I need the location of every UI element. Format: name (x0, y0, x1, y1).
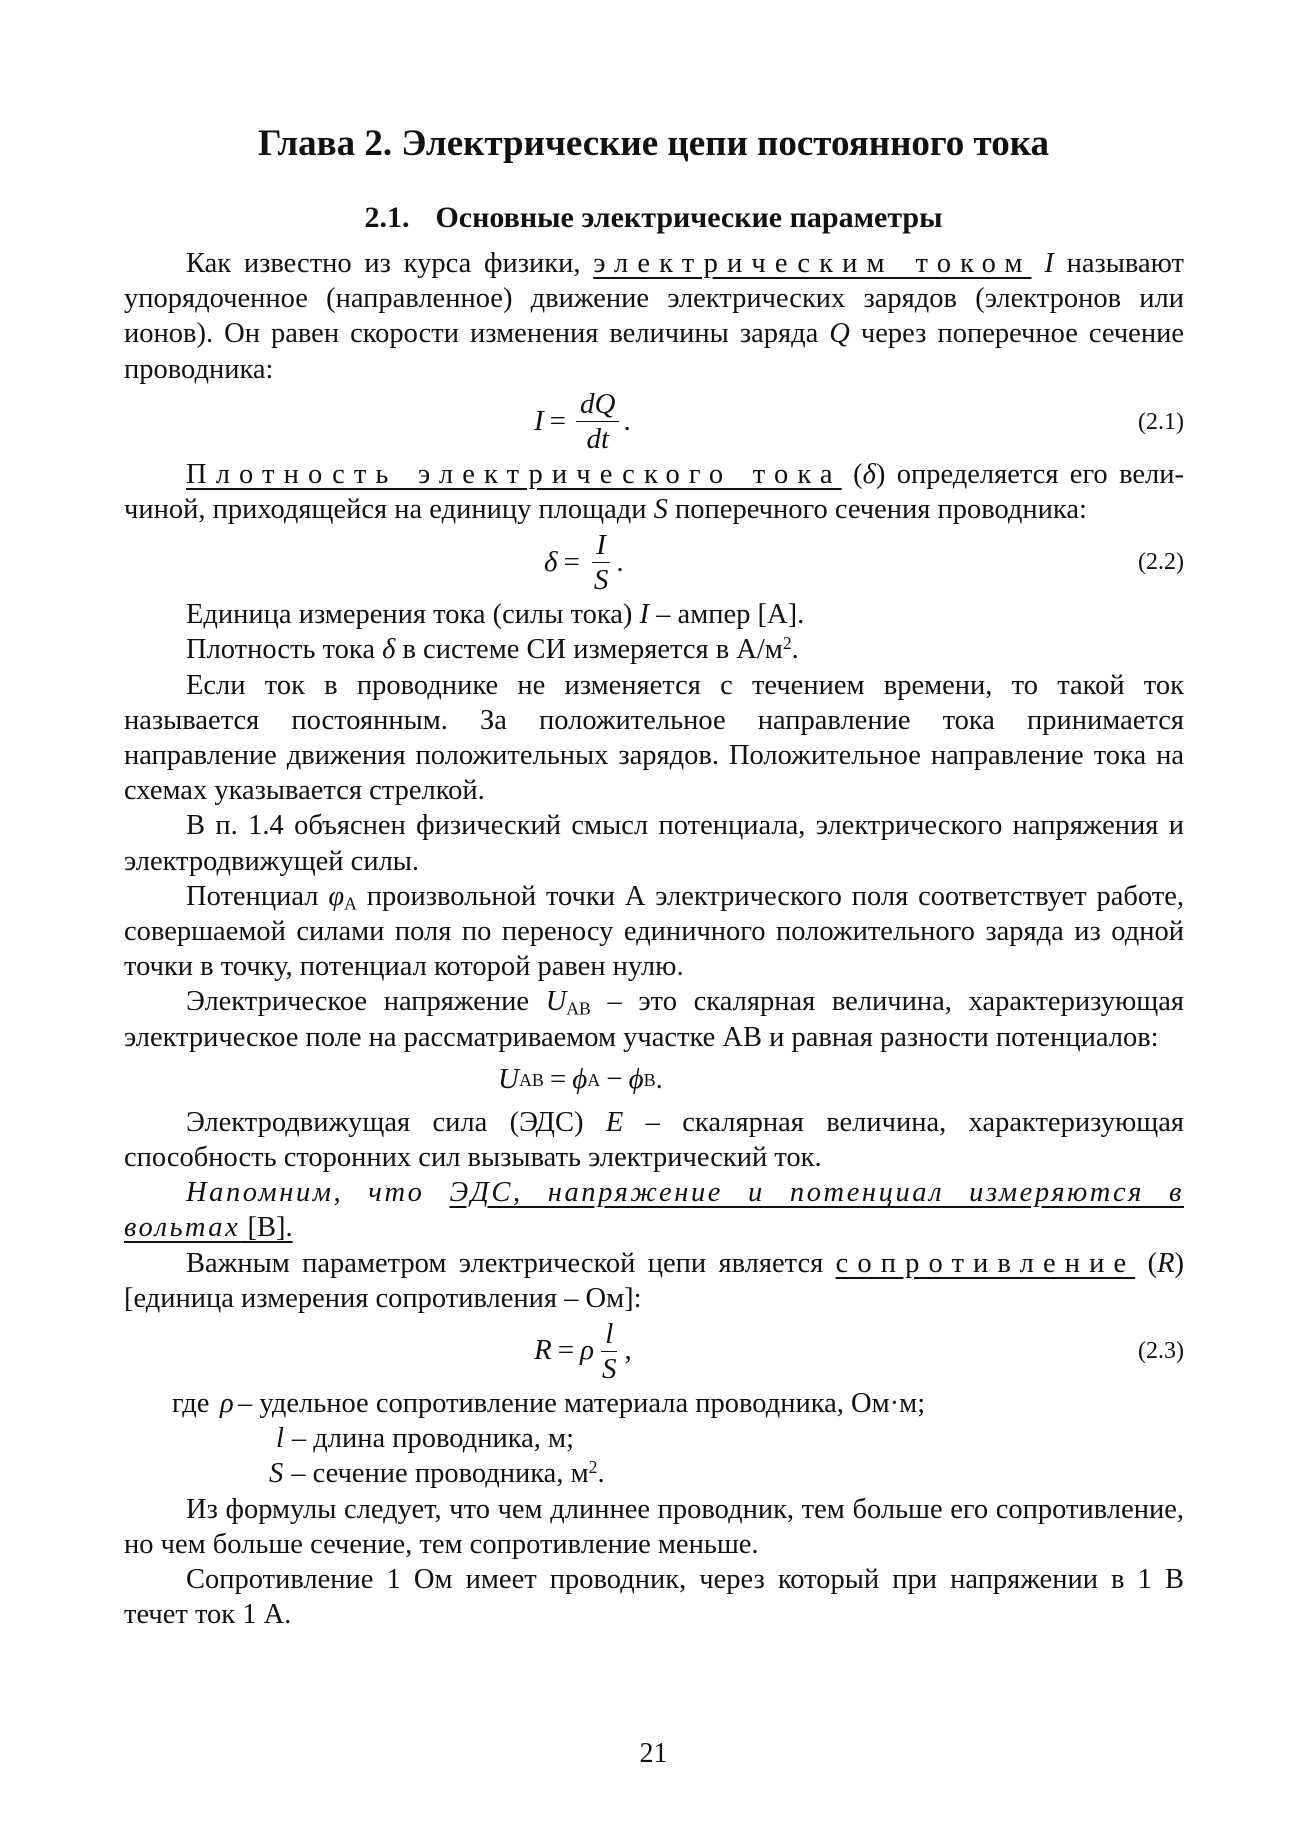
where-item-rho: где ρ – удельное сопротивление материала проводника, Ом·м; (172, 1388, 926, 1420)
section-heading (0, 198, 1307, 238)
chapter-title: Глава 2. Электрические цепи постоянного тока (257, 123, 1050, 164)
paragraph-current-unit: Единица измерения тока (силы тока) I – ампер [А]. (186, 599, 805, 631)
body-text (124, 246, 1184, 1633)
formula-2-3: R = ρ $\frac{l}{S}$ , (2.3) (534, 1317, 1184, 1385)
paragraph-resistance: Важным параметром электрической цепи является сопротивление (R) [единица измерения сопротивления – Ом]: (124, 1247, 1184, 1314)
paragraph-direct-current: Если ток в проводнике не изменяется с течением времени, то такой ток называется постоянным. За положительное направление тока принимается направление движения положительных зарядов. Положительное направление тока на схемах указывается стрелкой. (124, 669, 1184, 807)
where-item-section: S – сечение проводника, $м^2$. (269, 1457, 605, 1490)
paragraph-voltage: Электрическое напряжение $U_{АВ}$ – это скалярная величина, характеризующая электрическое поле на рассматриваемом участке АВ и равная разности потенциалов: (124, 986, 1184, 1053)
equation-number: (2.3) (1138, 1338, 1184, 1365)
paragraph-length-conclusion: Из формулы следует, что чем длиннее проводник, тем больше его сопротивление, но чем больше сечение, тем сопротивление меньше. (124, 1493, 1184, 1560)
paragraph-emf: Электродвижущая сила (ЭДС) E – скалярная величина, характеризующая способность сторонних сил вызывать электрический ток. (124, 1106, 1184, 1174)
paragraph-current-definition: Как известно из курса физики, электрическим током I называют упорядоченное (направленное) движение электрических зарядов (электронов или ионов). Он равен скорости изменения величины заряда Q через поперечное сечение проводника: (124, 248, 1185, 385)
where-list (124, 1386, 1184, 1492)
where-item-length: l – длина проводника, м; (276, 1423, 575, 1455)
paragraph-units-note: Напомним, что ЭДС, напряжение и потенциал измеряются в вольтах [В]. (124, 1177, 1184, 1244)
formula-2-2: δ = $\frac{I}{S}$ . (2.2) (544, 528, 1184, 596)
equation-number: (2.1) (1138, 408, 1184, 435)
term-current-density: Плотность электрического тока (186, 458, 842, 490)
formula-2-1: I = $\frac{dQ}{dt}$ . (2.1) (534, 388, 1184, 456)
paragraph-current-density: Плотность электрического тока (δ) определяется его величиной, приходящейся на единицу площади S поперечного сечения проводника: (124, 458, 1184, 526)
section-title: Основные электрические параметры (435, 201, 943, 234)
section-number: 2.1. (364, 201, 410, 234)
paragraph-reference: В п. 1.4 объяснен физический смысл потенциала, электрического напряжения и электродвижущей силы. (124, 810, 1184, 877)
page-number: 21 (639, 1738, 668, 1769)
formula-voltage: U АВ = ϕ А − ϕ В . (498, 1063, 663, 1096)
paragraph-ohm-definition: Сопротивление 1 Ом имеет проводник, через который при напряжении в 1 В течет ток 1 А. (124, 1564, 1184, 1631)
term-electric-current: электрическим током (593, 248, 1032, 279)
paragraph-potential: Потенциал $\varphi_А$ произвольной точки А электрического поля соответствует работе, совершаемой силами поля по переносу единичного положительного заряда из одной точки в точку, потенциал которой равен нулю. (124, 880, 1184, 983)
paragraph-density-unit: Плотность тока δ в системе СИ измеряется в $А/м^2$. (186, 633, 799, 666)
term-resistance: сопротивление (835, 1247, 1136, 1279)
equation-number: (2.2) (1138, 549, 1184, 576)
